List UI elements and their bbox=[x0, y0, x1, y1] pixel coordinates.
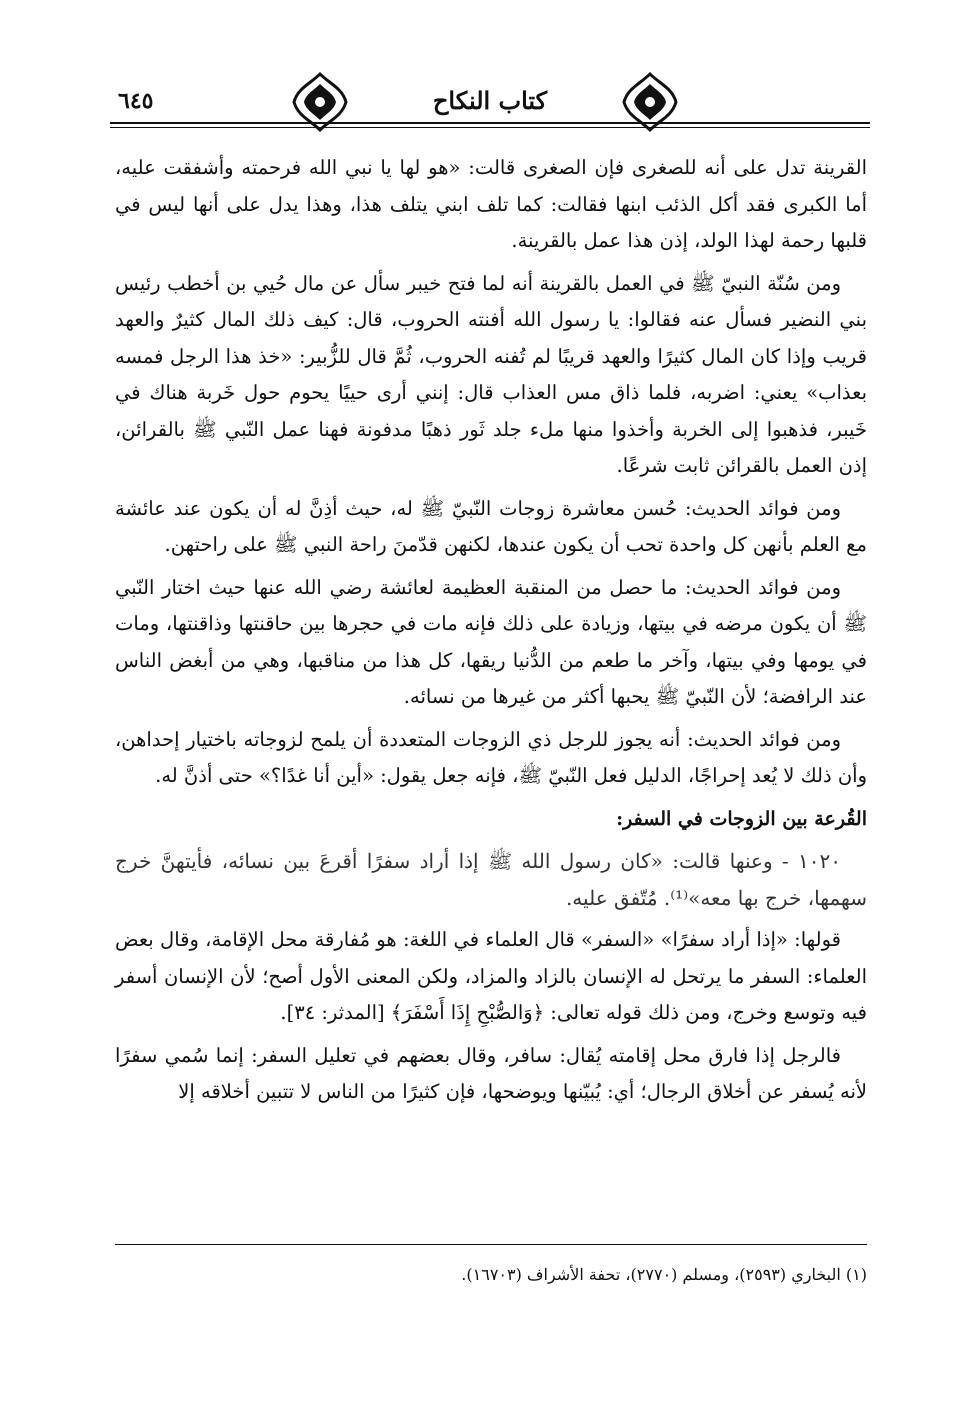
page-header bbox=[110, 70, 870, 150]
section-heading: القُرعة بين الزوجات في السفر: bbox=[616, 807, 867, 830]
footnote-divider bbox=[115, 1244, 867, 1245]
hadith-text: ١٠٢٠ - وعنها قالت: «كان رسول الله ﷺ إذا أراد سفرًا أقرعَ بين نسائه، فأيتهنَّ خرج سهمها، خرج بها معه»⁽¹⁾. مُتّفق عليه. bbox=[115, 849, 867, 910]
footnote: (١) البخاري (٢٥٩٣)، ومسلم (٢٧٧٠)، تحفة الأشراف (١٦٧٠٣). bbox=[461, 1265, 867, 1284]
main-text bbox=[115, 150, 867, 1117]
header-divider-thin bbox=[110, 127, 870, 128]
book-title: كتاب النكاح bbox=[432, 86, 548, 115]
paragraph: ومن سُنّة النبيّ ﷺ في العمل بالقرينة أنه لما فتح خيبر سأل عن مال حُيي بن أخطب رئيس بني النضير فسأل عنه فقالوا: يا رسول الله أفنته الحروب، قال: كيف ذلك المال كثيرٌ والعهد قريب وإذا كان المال كثيرًا والعهد قريبًا لم تُفنه الحروب، ثُمَّ قال للزُّبير: «خذ هذا الرجل فمسه بعذاب» يعني: اضربه، فلما ذاق مس العذاب قال: إنني أرى حييًا يحوم حول خَربة هناك في خَيبر، فذهبوا إلى الخربة وأخذوا منها ملء جلد ثَور ذهبًا مدفونة فهنا عمل النّبي ﷺ بالقرائن، إذن العمل بالقرائن ثابت شرعًا. bbox=[115, 271, 867, 477]
page-number: ٦٤٥ bbox=[118, 88, 154, 114]
paragraph: فالرجل إذا فارق محل إقامته يُقال: سافر، وقال بعضهم في تعليل السفر: إنما سُمي سفرًا لأنه يُسفر عن أخلاق الرجال؛ أي: يُبيّنها ويوضحها، فإن كثيرًا من الناس لا تتبين أخلاقه إلا bbox=[115, 1043, 867, 1103]
paragraph: القرينة تدل على أنه للصغرى فإن الصغرى قالت: «هو لها يا نبي الله فرحمته وأشفقت عليه، أما الكبرى فقد أكل الذئب ابنها فقالت: كما تلف ابني يتلف هذا، وهذا يدل على أنها ليس في قلبها رحمة لهذا الولد، إذن هذا عمل بالقرينة. bbox=[115, 156, 867, 252]
paragraph: ومن فوائد الحديث: حُسن معاشرة زوجات النّبيّ ﷺ له، حيث أذِنَّ له أن يكون عند عائشة مع العلم بأنهن كل واحدة تحب أن يكون عندها، لكنهن قدّمنَ راحة النبي ﷺ على راحتهن. bbox=[115, 496, 867, 556]
header-divider bbox=[110, 122, 870, 124]
paragraph: ومن فوائد الحديث: أنه يجوز للرجل ذي الزوجات المتعددة أن يلمح لزوجاته باختيار إحداهن، وأن ذلك لا يُعد إحراجًا، الدليل فعل النّبيّ ﷺ، فإنه جعل يقول: «أين أنا غدًا؟» حتى أذنَّ له. bbox=[115, 727, 867, 787]
paragraph: قولها: «إذا أراد سفرًا» «السفر» قال العلماء في اللغة: هو مُفارقة محل الإقامة، وقال بعض العلماء: السفر ما يرتحل له الإنسان بالزاد والمزاد، ولكن المعنى الأول أصح؛ لأن الإنسان أسفر فيه وتوسع وخرج، ومن ذلك قوله تعالى: ﴿وَالصُّبْحِ إِذَا أَسْفَرَ﴾ [المدثر: ٣٤]. bbox=[115, 928, 867, 1024]
paragraph: ومن فوائد الحديث: ما حصل من المنقبة العظيمة لعائشة رضي الله عنها حيث اختار النّبي ﷺ أن يكون مرضه في بيتها، وزيادة على ذلك فإنه مات في حجرها بين حاقنتها وذاقنتها، ومات في يومها وفي بيتها، وآخر ما طعم من الدُّنيا ريقها، كل هذا من مناقبها، وهي من أبغض الناس عند الرافضة؛ لأن النّبيّ ﷺ يحبها أكثر من غيرها من نسائه. bbox=[115, 575, 867, 708]
